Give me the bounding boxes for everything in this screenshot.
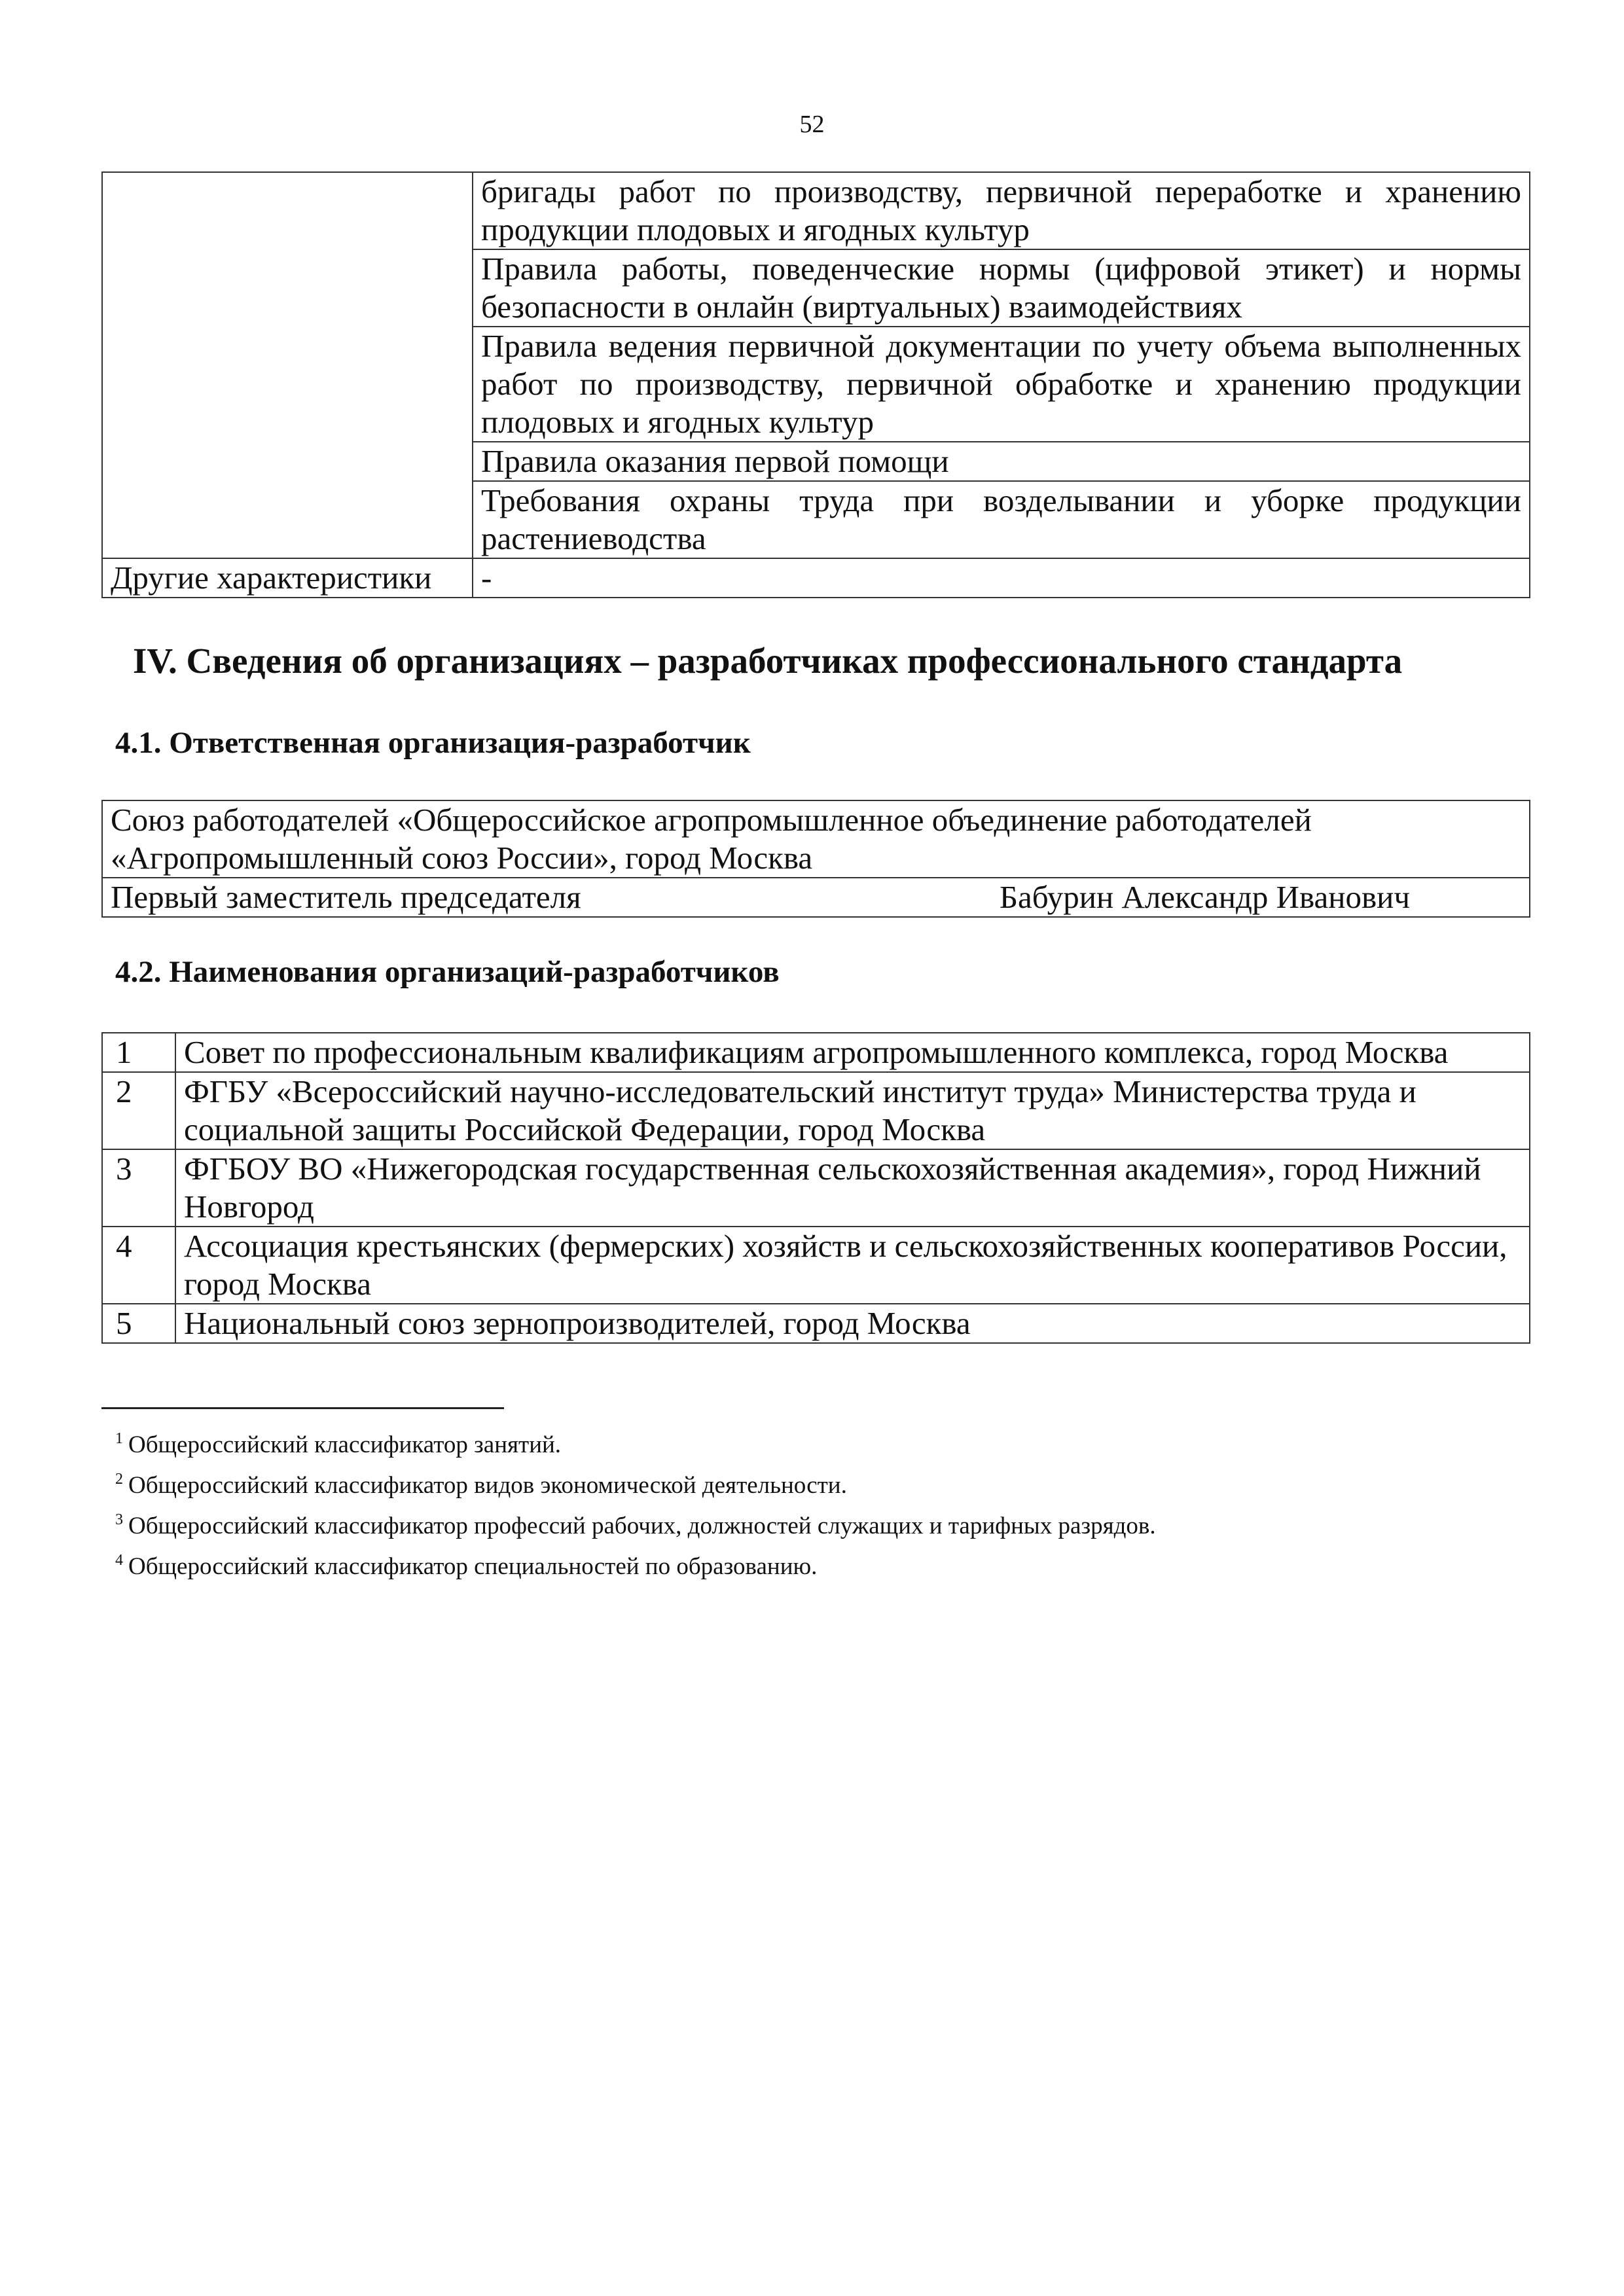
knowledge-item: Правила оказания первой помощи	[473, 442, 1530, 481]
developers-heading: 4.2. Наименования организаций-разработчиков	[115, 955, 780, 989]
developer-number: 4	[102, 1227, 175, 1304]
footnote-text: Общероссийский классификатор профессий рабочих, должностей служащих и тарифных разрядов.	[128, 1513, 1156, 1539]
footnotes	[115, 1422, 1156, 1584]
knowledge-item: Правила ведения первичной документации по учету объема выполненных работ по производству, первичной обработке и хранению продукции плодовых и ягодных культур	[473, 327, 1530, 442]
responsible-org-heading: 4.1. Ответственная организация-разработчик	[115, 726, 751, 760]
responsible-org-name: Союз работодателей «Общероссийское агропромышленное объединение работодателей «Агропромышленный союз России», город Москва	[102, 800, 1530, 878]
developer-name: ФГБУ «Всероссийский научно-исследовательский институт труда» Министерства труда и социальной защиты Российской Федерации, город Москва	[175, 1072, 1530, 1149]
table-row	[102, 1149, 1530, 1227]
developer-name: Ассоциация крестьянских (фермерских) хозяйств и сельскохозяйственных кооперативов России, город Москва	[175, 1227, 1530, 1304]
footnote-mark: 3	[115, 1511, 123, 1528]
footnote-mark: 4	[115, 1552, 123, 1569]
footnote	[115, 1503, 1156, 1543]
knowledge-item: Правила работы, поведенческие нормы (цифровой этикет) и нормы безопасности в онлайн (виртуальных) взаимодействиях	[473, 249, 1530, 327]
table-row	[102, 800, 1530, 878]
table-row	[102, 558, 1530, 598]
page-number: 52	[799, 111, 825, 138]
footnote-text: Общероссийский классификатор занятий.	[128, 1431, 562, 1458]
developer-name: ФГБОУ ВО «Нижегородская государственная сельскохозяйственная академия», город Нижний Новгород	[175, 1149, 1530, 1227]
table-row	[102, 878, 1530, 917]
footnote-mark: 2	[115, 1471, 123, 1488]
signatory-cell	[102, 878, 1530, 917]
table-row	[102, 1227, 1530, 1304]
table-row	[102, 1072, 1530, 1149]
empty-label-cell	[102, 172, 473, 558]
developers-table	[101, 1032, 1530, 1344]
developer-name: Национальный союз зернопроизводителей, город Москва	[175, 1304, 1530, 1343]
section-title: IV. Сведения об организациях – разработчиках профессионального стандарта	[133, 641, 1403, 681]
signatory-position: Первый заместитель председателя	[111, 879, 581, 915]
footnote	[115, 1422, 1156, 1462]
footnote-text: Общероссийский классификатор видов экономической деятельности.	[128, 1472, 847, 1499]
developer-number: 1	[102, 1033, 175, 1072]
developer-number: 3	[102, 1149, 175, 1227]
table-row	[102, 1033, 1530, 1072]
footnote	[115, 1543, 1156, 1584]
developer-number: 2	[102, 1072, 175, 1149]
footnote	[115, 1462, 1156, 1503]
developer-name: Совет по профессиональным квалификациям агропромышленного комплекса, город Москва	[175, 1033, 1530, 1072]
table-row	[102, 172, 1530, 249]
developer-number: 5	[102, 1304, 175, 1343]
footnote-separator	[101, 1407, 504, 1409]
signatory-name: Бабурин Александр Иванович	[999, 879, 1410, 915]
footnote-mark: 1	[115, 1430, 123, 1447]
knowledge-item: бригады работ по производству, первичной переработке и хранению продукции плодовых и ягодных культур	[473, 172, 1530, 249]
footnote-text: Общероссийский классификатор специальностей по образованию.	[128, 1553, 818, 1580]
responsible-org-table	[101, 800, 1530, 918]
other-characteristics-value: -	[473, 558, 1530, 598]
table-row	[102, 1304, 1530, 1343]
other-characteristics-label: Другие характеристики	[102, 558, 473, 598]
knowledge-item: Требования охраны труда при возделывании и уборке продукции растениеводства	[473, 481, 1530, 558]
characteristics-table	[101, 171, 1530, 598]
